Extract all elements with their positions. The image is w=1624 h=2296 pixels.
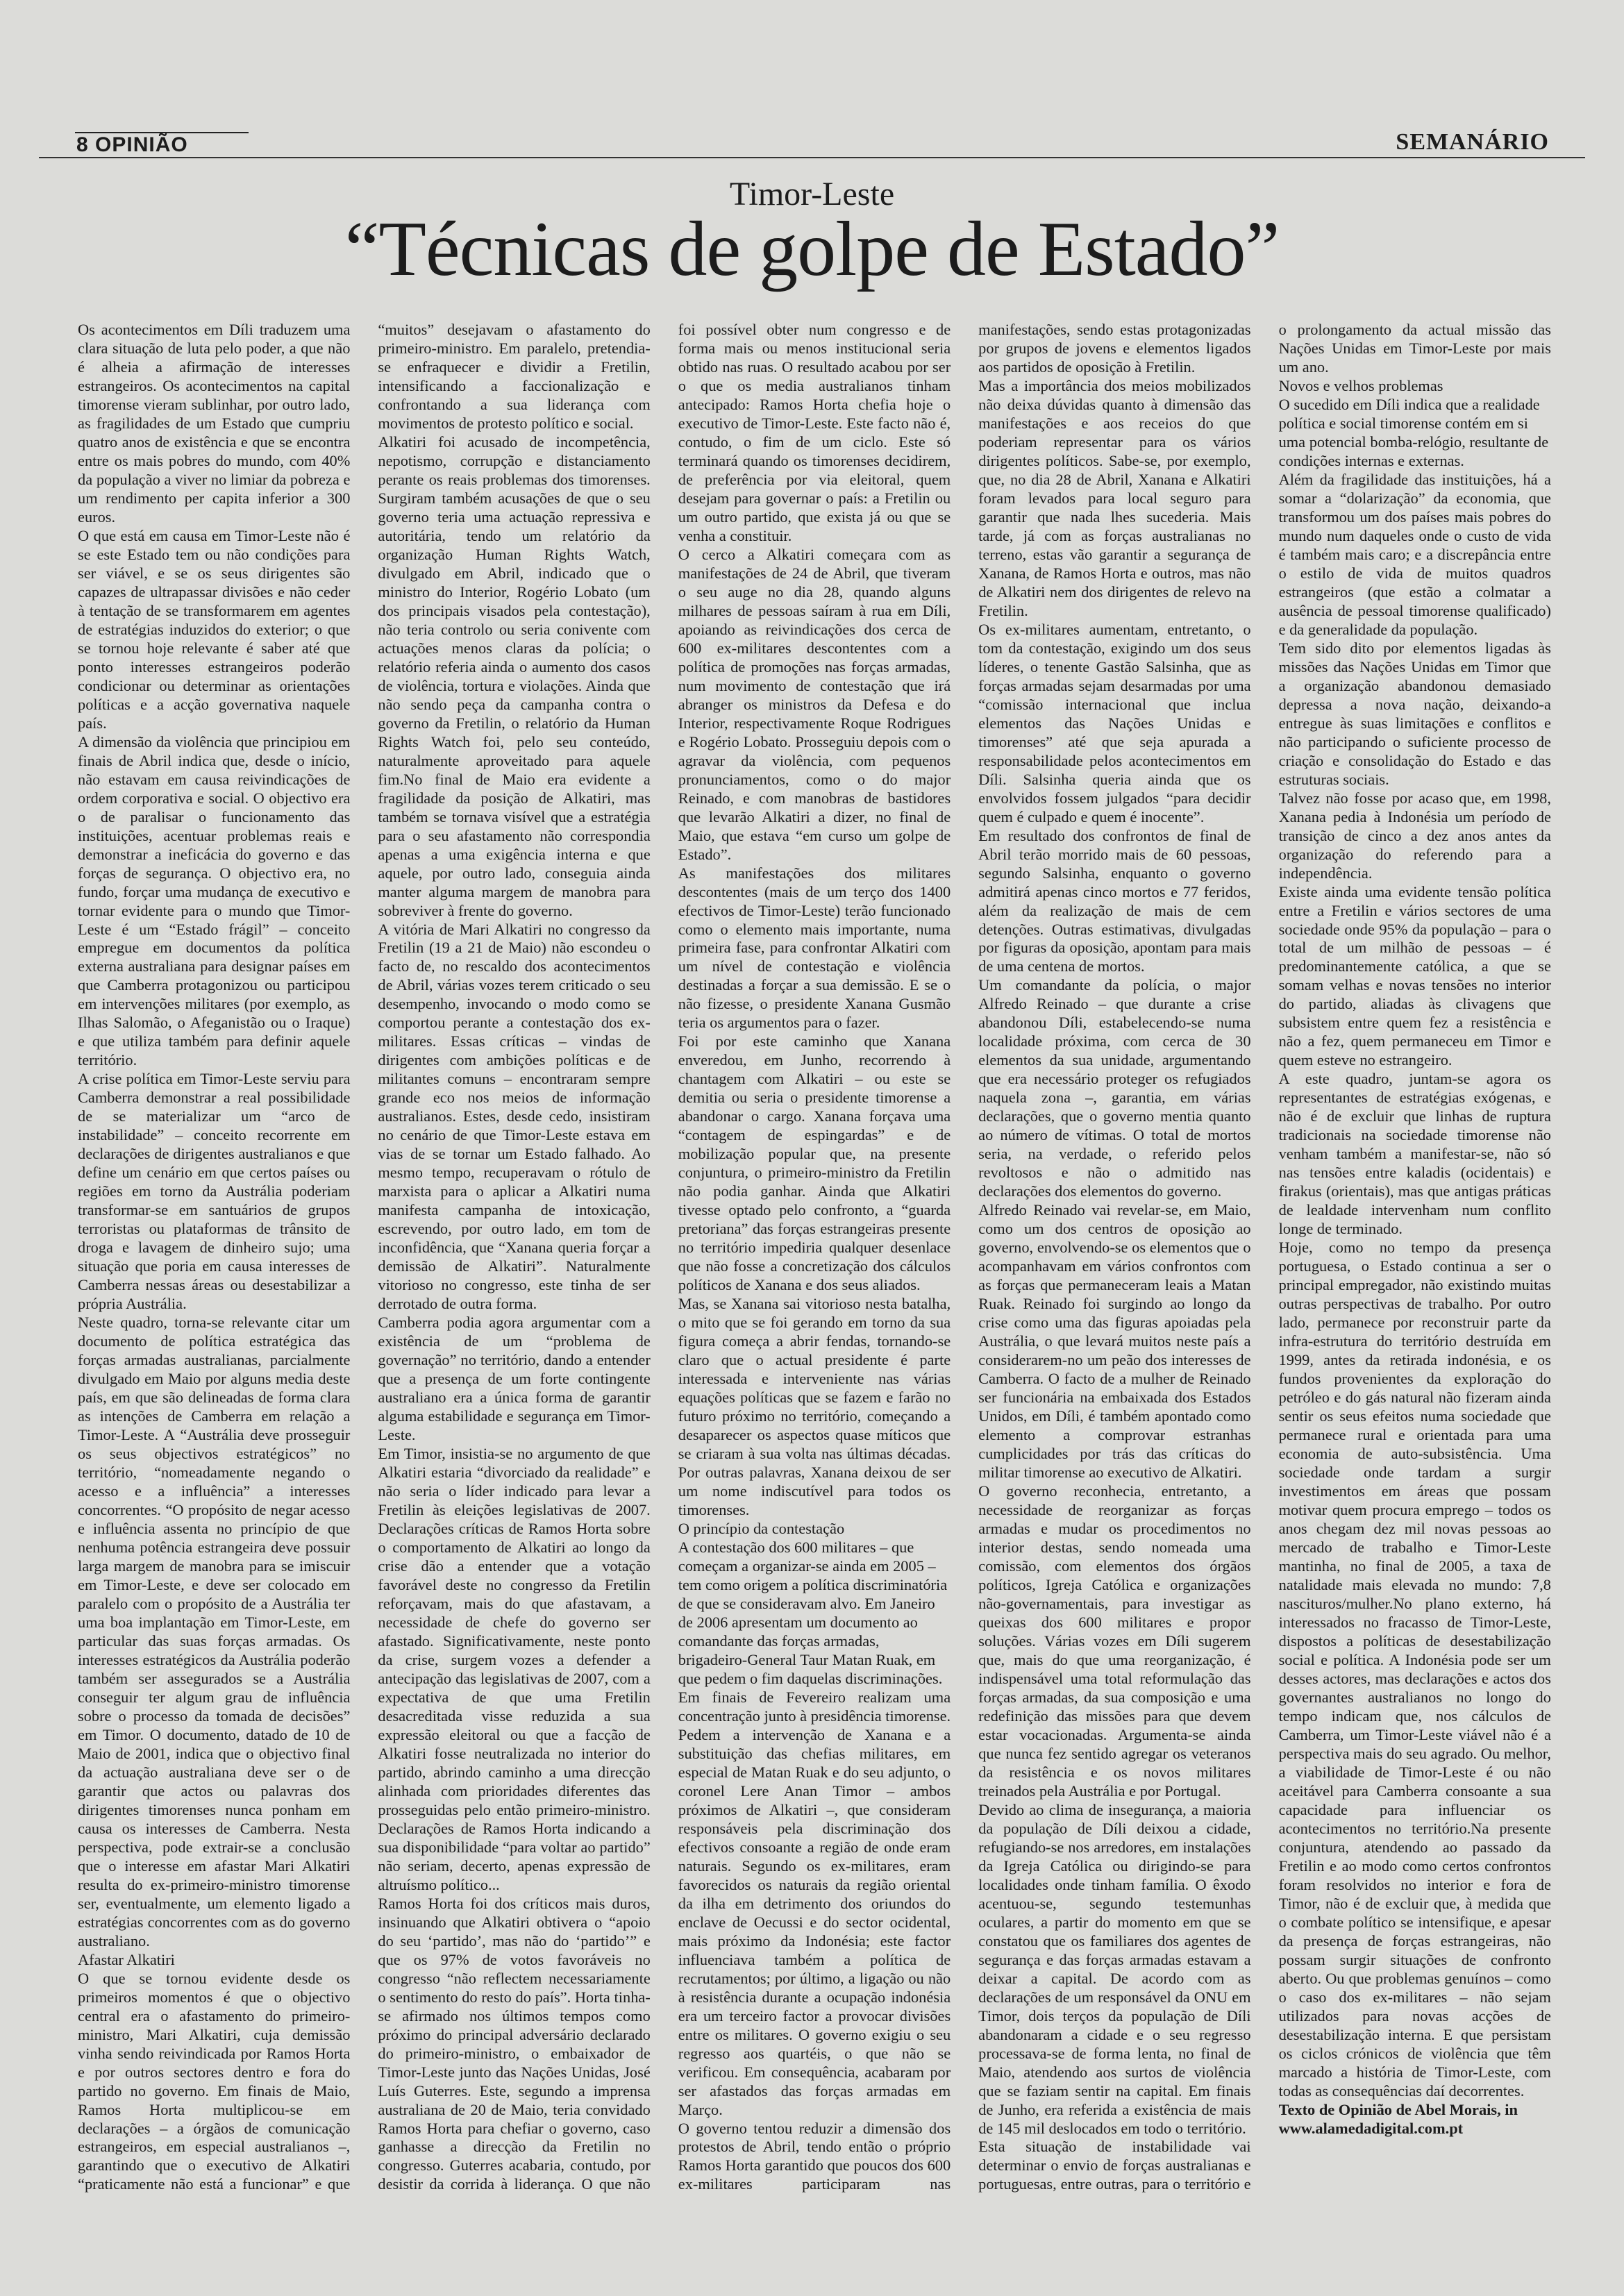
article-paragraph: O que se tornou evidente desde os primeiros momentos é que o objectivo central era o afastamento do primeiro-ministro, Mari Alkatiri, cuja demissão vinha sendo reivindicada por Ramos Horta e por outros sectores dentro e fora do partido no governo. Em finais de Maio, Ramos Horta multiplicou-se em declarações – a órgãos de comunicação estrangeiros, em especial australianos –, garantindo que o executivo de Alkatiri “praticamente não está a funcionar” e que “muitos” desejavam o afastamento do primeiro-ministro. Em paralelo, pretendia-se enfraquecer e dividir a Fretilin, intensificando a faccionalização e confrontando a sua liderança com movimentos de protesto político e social.	[78, 321, 651, 2193]
article-kicker: Timor-Leste	[729, 176, 895, 212]
article-paragraph: Neste quadro, torna-se relevante citar um documento de política estratégica das forças armadas australianas, parcialmente divulgado em Maio por alguns media deste país, em que são delineadas de forma clara as intenções de Camberra em relação a Timor-Leste. A “Austrália deve prosseguir os seus objectivos estratégicos” no território, “nomeadamente negando o acesso e a influência” a interesses concorrentes. “O propósito de negar acesso e influência assenta no princípio de que nenhuma potência estrangeira deve possuir larga margem de manobra para se imiscuir em Timor-Leste, e deve ser colocado em paralelo com o propósito de a Austrália ter uma boa implantação em Timor-Leste, em particular das suas forças armadas. Os interesses estratégicos da Austrália poderão também ser assegurados se a Austrália conseguir ter algum grau de influência sobre o processo da tomada de decisões” em Timor. O documento, datado de 10 de Maio de 2001, indica que o objectivo final da actuação australiana deve ser o de garantir que actos ou palavras dos dirigentes timorenses nunca ponham em causa os interesses de Camberra. Nesta perspectiva, pode extrair-se a conclusão que o interesse em afastar Mari Alkatiri resulta do ex-primeiro-ministro timorense ser, eventualmente, um elemento ligado a estratégias concorrentes com as do governo australiano.	[78, 1314, 351, 1950]
article-paragraph: As manifestações dos militares descontentes (mais de um terço dos 1400 efectivos de Timor-Leste) terão funcionado como o elemento mais importante, numa primeira fase, para confrontar Alkatiri com um nível de contestação e violência destinadas a forçar a sua demissão. E se o não fizesse, o presidente Xanana Gusmão teria os argumentos para o fazer.	[678, 864, 951, 1032]
article-paragraph: Um comandante da polícia, o major Alfredo Reinado – que durante a crise abandonou Díli, estabelecendo-se numa localidade próxima, com cerca de 30 elementos da sua unidade, argumentando que era necessário proteger os refugiados naquela zona –, garantia, em várias declarações, que o governo mentia quanto ao número de vítimas. O total de mortos seria, na verdade, o referido pelos revoltosos e não o admitido nas declarações dos elementos do governo.	[978, 976, 1251, 1200]
article-paragraph: Ramos Horta foi dos críticos mais duros, insinuando que Alkatiri obtivera o “apoio do seu ‘partido’, mas não do ‘partido’” e que os 97% de votos favoráveis no congresso “não reflectem necessariamente o sentimento do resto do país”. Horta tinha-se afirmado nos últimos tempos como próximo do principal adversário declarado do primeiro-ministro, o embaixador de Timor-Leste junto das Nações Unidas, José Luís Guterres. Este, segundo a imprensa australiana de 20 de Maio, teria convidado Ramos Horta para chefiar o governo, caso ganhasse a direcção da Fretilin no congresso. Guterres acabaria, contudo, por desistir da corrida à liderança. O que não foi possível obter num congresso e de forma mais ou menos institucional seria obtido nas ruas. O resultado acabou por ser o que os media australianos tinham antecipado: Ramos Horta chefia hoje o executivo de Timor-Leste. Este facto não é, contudo, o fim de um ciclo. Este só terminará quando os timorenses decidirem, de preferência por via eleitoral, quem desejam para governar o país: a Fretilin ou um outro partido, que exista já ou que se venha a constituir.	[378, 321, 951, 2193]
article-paragraph: A crise política em Timor-Leste serviu para Camberra demonstrar a real possibilidade de se materializar um “arco de instabilidade” – conceito recorrente em declarações de dirigentes australianos e que define um cenário em que certos países ou regiões em torno da Austrália poderiam transformar-se em santuários de grupos terroristas ou plataformas de trânsito de droga e lavagem de dinheiro sujo; uma situação que poria em causa interesses de Camberra nessas áreas ou desestabilizar a própria Austrália.	[78, 1070, 351, 1313]
article-paragraph: Foi por este caminho que Xanana enveredou, em Junho, recorrendo à chantagem com Alkatiri – ou este se demitia ou seria o presidente timorense a abandonar o cargo. Xanana forçava uma “contagem de espingardas” e de mobilização popular que, na presente conjuntura, o primeiro-ministro da Fretilin não podia ganhar. Ainda que Alkatiri tivesse optado pelo confronto, a “guarda pretoriana” das forças estrangeiras presente no território impediria qualquer desenlace que não fosse a concretização dos cálculos políticos de Xanana e dos seus aliados.	[678, 1032, 951, 1294]
article-paragraph: Em finais de Fevereiro realizam uma concentração junto à presidência timorense. Pedem a intervenção de Xanana e a substituição das chefias militares, em especial de Matan Ruak e do seu adjunto, o coronel Lere Anan Timor – ambos próximos de Alkatiri –, que consideram responsáveis pela discriminação dos efectivos consoante a região de onde eram naturais. Segundo os ex-militares, eram favorecidos os naturais da região oriental da ilha em detrimento dos oriundos do enclave de Oecussi e do sector ocidental, mais próximo da Indonésia; este factor influenciava também a política de recrutamentos; por último, a ligação ou não à resistência durante a ocupação indonésia era um terceiro factor a provocar divisões entre os militares. O governo exigiu o seu regresso aos quartéis, o que não se verificou. Em consequência, acabaram por ser afastados das forças armadas em Março.	[678, 1688, 951, 2118]
article-paragraph: Tem sido dito por elementos ligadas às missões das Nações Unidas em Timor que a organização abandonou demasiado depressa a nova nação, deixando-a entregue às suas limitações e conflitos e não participando o suficiente processo de criação e consolidação do Estado e das estruturas sociais.	[1278, 639, 1551, 788]
article-paragraph: Alkatiri foi acusado de incompetência, nepotismo, corrupção e distanciamento perante os reais problemas dos timorenses. Surgiram também acusações de que o seu governo teria uma actuação repressiva e autoritária, tendo um relatório da organização Human Rights Watch, divulgado em Abril, indicado que o ministro do Interior, Rogério Lobato (um dos principais visados pela contestação), não teria controlo ou seria conivente com actuações menos claras da polícia; o relatório referia ainda o aumento dos casos de violência, tortura e violações. Ainda que não sendo peça da campanha contra o governo da Fretilin, o relatório da Human Rights Watch foi, pelo seu conteúdo, naturalmente aproveitado para aquele fim.No final de Maio era evidente a fragilidade da posição de Alkatiri, mas também se tornava visível que a estratégia para o seu afastamento não correspondia apenas a uma exigência interna e que aquele, por outro lado, conseguia ainda manter alguma margem de manobra para sobreviver à frente do governo.	[378, 433, 651, 919]
article-paragraph: O governo reconhecia, entretanto, a necessidade de reorganizar as forças armadas e mudar os procedimentos no interior destas, sendo nomeada uma comissão, com elementos dos órgãos políticos, Igreja Católica e organizações não-governamentais, para investigar as queixas dos 600 militares e propor soluções. Várias vozes em Díli sugerem que, mais do que uma reorganização, é indispensável uma total reformulação das forças armadas, da sua composição e uma redefinição das missões para que devem estar vocacionadas. Argumenta-se ainda que nunca fez sentido agregar os veteranos da resistência e os novos militares treinados pela Austrália e por Portugal.	[978, 1482, 1251, 1800]
article-paragraph: Mas a importância dos meios mobilizados não deixa dúvidas quanto à dimensão das manifestações e aos receios do que poderiam representar para os vários dirigentes políticos. Sabe-se, por exemplo, que, no dia 28 de Abril, Xanana e Alkatiri foram levados para local seguro para garantir que nada lhes sucederia. Mais tarde, já com as forças australianas no terreno, estas vão garantir a segurança de Xanana, de Ramos Horta e outros, mas não de Alkatiri nem dos dirigentes de relevo na Fretilin.	[978, 376, 1251, 619]
article-paragraph: Os acontecimentos em Díli traduzem uma clara situação de luta pelo poder, a que não é alheia a afirmação de interesses estrangeiros. Os acontecimentos na capital timorense vieram sublinhar, por outro lado, as fragilidades de um Estado que cumpriu quatro anos de existência e que se encontra entre os mais pobres do mundo, com 40% da população a viver no limiar da pobreza e um rendimento per capita inferior a 300 euros.	[78, 321, 351, 526]
article-paragraph: A este quadro, juntam-se agora os representantes de estratégias exógenas, e não é de excluir que linhas de ruptura tradicionais na sociedade timorense não venham também a manifestar-se, não só nas tensões entre kaladis (ocidentais) e firakus (orientais), mas que antigas práticas de lealdade intervenham num conflito longe de terminado.	[1278, 1070, 1551, 1238]
article-paragraph: O cerco a Alkatiri começara com as manifestações de 24 de Abril, que tiveram o seu auge no dia 28, quando alguns milhares de pessoas saíram à rua em Díli, apoiando as reivindicações dos cerca de 600 ex-militares descontentes com a política de promoções nas forças armadas, num movimento de contestação que irá abranger os ministros da Defesa e do Interior, respectivamente Roque Rodrigues e Rogério Lobato. Prosseguiu depois com o agravar da violência, com pequenos pronunciamentos, como o do major Reinado, e com manobras de bastidores que levarão Alkatiri a dizer, no final de Maio, que estava “em curso um golpe de Estado”.	[678, 545, 951, 863]
article-paragraph: O governo tentou reduzir a dimensão dos protestos de Abril, tendo então o próprio Ramos Horta garantido que poucos dos 600 ex-militares participaram nas manifestações, sendo estas protagonizadas por grupos de jovens e elementos ligados aos partidos de oposição à Fretilin.	[678, 321, 1251, 2193]
article-paragraph: O que está em causa em Timor-Leste não é se este Estado tem ou não condições para ser viável, e se os seus dirigentes são capazes de ultrapassar divisões e não ceder à tentação de se transformarem em agentes de estratégias induzidos do exterior; o que se tornou hoje relevante é saber até que ponto interesses estrangeiros poderão condicionar ou determinar as orientações políticas e a acção governativa naquele país.	[78, 526, 351, 732]
section-subheading: Afastar Alkatiri	[78, 1950, 175, 1968]
article-body	[78, 321, 1551, 2209]
article-paragraph: Alfredo Reinado vai revelar-se, em Maio, como um dos centros de oposição ao governo, envolvendo-se os elementos que o acompanhavam em vários confrontos com as forças que permaneceram leais a Matan Ruak. Reinado foi surgindo ao longo da crise como uma das figuras apoiadas pela Austrália, o que levará muitos neste país a considerarem-no um peão dos interesses de Camberra. O facto de a mulher de Reinado ser funcionária na embaixada dos Estados Unidos, em Díli, é também apontado como elemento a comprovar estranhas cumplicidades por trás das críticas do militar timorense ao executivo de Alkatiri.	[978, 1201, 1251, 1482]
article-paragraph: Em Timor, insistia-se no argumento de que Alkatiri estaria “divorciado da realidade” e não seria o líder indicado para levar a Fretilin às eleições legislativas de 2007. Declarações críticas de Ramos Horta sobre o comportamento de Alkatiri ao longo da crise dão a entender que a votação favorável deste no congresso da Fretilin reforçavam, mais do que afastavam, a necessidade de chefe do governo ser afastado. Significativamente, neste ponto da crise, surgem vozes a defender a antecipação das legislativas de 2007, com a expectativa de que uma Fretilin desacreditada visse reduzida a sua expressão eleitoral ou que a facção de Alkatiri fosse neutralizada no interior do partido, abrindo caminho a uma direcção alinhada com prioridades diferentes das prosseguidas pelo então primeiro-ministro. Declarações de Ramos Horta indicando a sua disponibilidade “para voltar ao partido” não seriam, decerto, apenas expressão de altruísmo político...	[378, 1445, 651, 1893]
article-paragraph: Existe ainda uma evidente tensão política entre a Fretilin e vários sectores de uma sociedade onde 95% da população – para o total de um milhão de pessoas – é predominantemente católica, a que se somam velhas e novas tensões no interior do partido, aliadas às clivagens que subsistem entre quem fez a resistência e não a fez, quem permaneceu em Timor e quem esteve no estrangeiro.	[1278, 882, 1551, 1069]
article-paragraph: Camberra podia agora argumentar com a existência de um “problema de governação” no território, dando a entender que a presença de um forte contingente australiano era a única forma de garantir alguma estabilidade e segurança em Timor-Leste.	[378, 1314, 651, 1444]
article-paragraph: Hoje, como no tempo da presença portuguesa, o Estado continua a ser o principal empregador, não existindo muitas outras perspectivas de trabalho. Por outro lado, permanece por reconstruir parte da infra-estrutura do território destruída em 1999, antes da retirada indonésia, e os fundos provenientes da exploração do petróleo e do gás natural não fizeram ainda sentir os seus efeitos numa sociedade que permanece rural e orientada para uma economia de auto-subsistência. Uma sociedade onde tardam a surgir investimentos em áreas que possam motivar quem procura emprego – todos os anos chegam dez mil novas pessoas ao mercado de trabalho e Timor-Leste mantinha, no final de 2005, a taxa de natalidade mais elevada no mundo: 7,8 nascituros/mulher.No plano externo, há interessados no fracasso de Timor-Leste, dispostos a políticas de desestabilização social e política. A Indonésia pode ser um desses actores, mas declarações e actos dos governantes australianos no longo do tempo indicam que, nos cálculos de Camberra, um Timor-Leste viável não é a perspectiva mais do seu agrado. Ou melhor, a viabilidade de Timor-Leste é ou não aceitável para Camberra consoante a sua capacidade para influenciar os acontecimentos no território.Na presente conjuntura, atendendo ao passado da Fretilin e ao modo como certos confrontos foram resolvidos no interior e fora de Timor, não é de excluir que, à medida que o combate político se intensifique, e apesar da presença de forças estrangeiras, não possam surgir situações de confronto aberto. Ou que problemas genuínos – como o caso dos ex-militares – não sejam utilizados para novas acções de desestabilização interna. E que persistam os ciclos crónicos de violência que têm marcado a história de Timor-Leste, com todas as consequências daí decorrentes.	[1278, 1239, 1551, 2100]
publication-name: SEMANÁRIO	[1396, 129, 1549, 155]
section-subheading: O sucedido em Díli indica que a realidade política e social timorense contém em si uma potencial bomba-relógio, resultante de condições internas e externas.	[1278, 395, 1549, 469]
page-section-label: 8 OPINIÃO	[76, 133, 188, 156]
header-rule	[39, 157, 1585, 158]
article-paragraph: A dimensão da violência que principiou em finais de Abril indica que, desde o início, não estavam em causa reivindicações de ordem corporativa e social. O objectivo era o de paralisar o funcionamento das instituições, acentuar problemas reais e demonstrar a ineficácia do governo e das forças de segurança. O objectivo era, no fundo, forçar uma mudança de executivo e tornar evidente para o mundo que Timor-Leste é um “Estado frágil” – conceito empregue em documentos da política externa australiana para designar países em que Camberra protagonizou ou participou em intervenções militares (por exemplo, as Ilhas Salomão, o Afeganistão ou o Iraque) e que utiliza também para definir aquele território.	[78, 732, 351, 1069]
section-subheading: A contestação dos 600 militares – que começam a organizar-se ainda em 2005 – tem como origem a política discriminatória de que se consideravam alvo. Em Janeiro de 2006 apresentam um documento ao comandante das forças armadas, brigadeiro-General Taur Matan Ruak, em que pedem o fim daquelas discriminações.	[678, 1538, 948, 1687]
article-signature: Texto de Opinião de Abel Morais, in www.alamedadigital.com.pt	[1278, 2100, 1518, 2137]
article-paragraph: Novos e velhos problemas	[1278, 376, 1443, 394]
article-title: “Técnicas de golpe de Estado”	[344, 206, 1280, 292]
article-paragraph: A vitória de Mari Alkatiri no congresso da Fretilin (19 a 21 de Maio) não escondeu o facto de, no rescaldo dos acontecimentos de Abril, várias vozes terem criticado o seu desempenho, invocando o modo como se comportou perante a contestação dos ex-militares. Essas críticas – vindas de dirigentes com ambições políticas e de militantes comuns – encontraram sempre grande eco nos meios de informação australianos. Estes, desde cedo, insistiram no cenário de que Timor-Leste estava em vias de se tornar um Estado falhado. Ao mesmo tempo, recuperavam o rótulo de marxista para o aplicar a Alkatiri numa manifesta campanha de intoxicação, escrevendo, por outro lado, em tom de inconfidência, que “Xanana queria forçar a demissão de Alkatiri”. Naturalmente vitorioso no congresso, este tinha de ser derrotado de outra forma.	[378, 920, 651, 1313]
article-paragraph: Os ex-militares aumentam, entretanto, o tom da contestação, exigindo um dos seus líderes, o tenente Gastão Salsinha, que as forças armadas sejam desarmadas por uma “comissão internacional que inclua elementos das Nações Unidas e timorenses” até que seja apurada a responsabilidade pelos acontecimentos em Díli. Salsinha queria ainda que os envolvidos fossem julgados “para decidir quem é culpado e quem é inocente”.	[978, 620, 1251, 826]
article-paragraph: Devido ao clima de insegurança, a maioria da população de Díli deixou a cidade, refugiando-se nos arredores, em instalações da Igreja Católica ou dirigindo-se para localidades onde tinham família. O êxodo acentuou-se, segundo testemunhas oculares, a partir do momento em que se constatou que os familiares dos agentes de segurança e das forças armadas estavam a deixar a capital. De acordo com as declarações de um responsável da ONU em Timor, dois terços da população de Díli abandonaram a cidade e o seu regresso processava-se de forma lenta, no final de Maio, atendendo aos surtos de violência que se faziam sentir na capital. Em finais de Junho, era referida a existência de mais de 145 mil deslocados em todo o território.	[978, 1800, 1251, 2137]
article-paragraph: Talvez não fosse por acaso que, em 1998, Xanana pedia à Indonésia um período de transição de cinco a dez anos antes da organização do referendo para a independência.	[1278, 789, 1551, 882]
article-paragraph: Esta situação de instabilidade vai determinar o envio de forças australianas e portuguesas, entre outras, para o território e o prolongamento da actual missão das Nações Unidas em Timor-Leste por mais um ano.	[978, 321, 1551, 2193]
article-paragraph: Em resultado dos confrontos de final de Abril terão morrido mais de 60 pessoas, segundo Salsinha, enquanto o governo admitirá apenas cinco mortos e 77 feridos, além da realização de mais de cem detenções. Outras estimativas, divulgadas por figuras da oposição, apontam para mais de uma centena de mortos.	[978, 826, 1251, 975]
article-paragraph: Mas, se Xanana sai vitorioso nesta batalha, o mito que se foi gerando em torno da sua figura começa a abrir fendas, tornando-se claro que o actual presidente é parte interessada e interveniente nas várias equações políticas que se fazem e farão no futuro próximo no território, começando a desaparecer os aspectos quase míticos que se criaram à sua volta nas últimas décadas. Por outras palavras, Xanana deixou de ser um nome indiscutível para todos os timorenses.	[678, 1295, 951, 1519]
article-paragraph: Além da fragilidade das instituições, há a somar a “dolarização” da economia, que transformou um dos países mais pobres do mundo num daqueles onde o custo de vida é também mais caro; e a discrepância entre o estilo de vida de muitos quadros estrangeiros (que estão a colmatar a ausência de pessoal timorense qualificado) e da generalidade da população.	[1278, 470, 1551, 638]
article-paragraph: O princípio da contestação	[678, 1520, 845, 1537]
